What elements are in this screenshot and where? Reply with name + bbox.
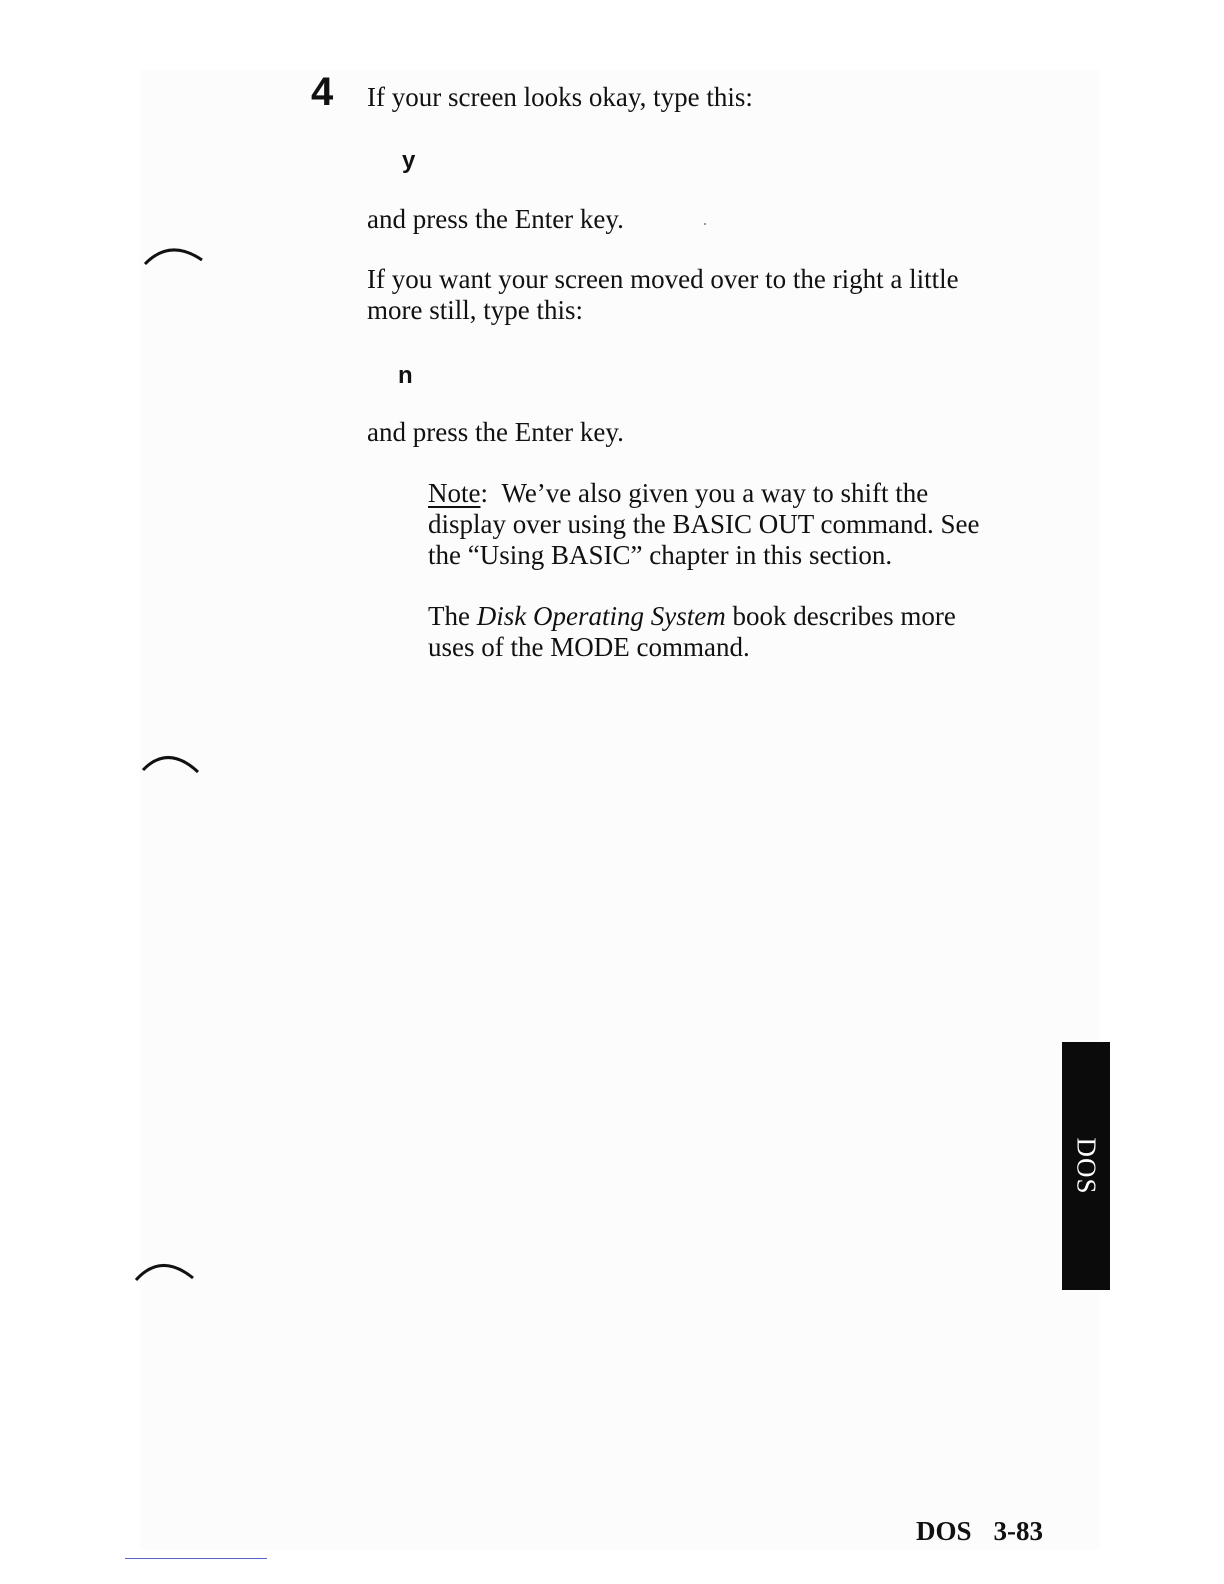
scan-artifact-line <box>125 1558 267 1559</box>
step-intro-text: If your screen looks okay, type this: <box>367 82 753 112</box>
binder-hole-icon <box>140 748 204 778</box>
command-y: y <box>402 147 416 174</box>
note-text-1: We’ve also given you a way to shift the <box>501 478 929 508</box>
footer-page-number: 3-83 <box>993 1516 1044 1546</box>
binder-hole-icon <box>133 1254 197 1284</box>
command-n: n <box>398 362 413 389</box>
note-colon: : <box>480 478 488 508</box>
reference-text-1: book describes more <box>725 601 956 631</box>
scan-speck <box>704 223 706 225</box>
reference-prefix: The <box>428 601 477 631</box>
section-tab-label: DOS <box>1071 1137 1102 1195</box>
reference-line-2: uses of the MODE command. <box>428 632 750 662</box>
binder-hole-icon <box>142 240 206 270</box>
alternative-instruction-line-1: If you want your screen moved over to the right a little <box>367 264 959 294</box>
reference-line-1 <box>428 601 956 632</box>
book-title: Disk Operating System <box>476 601 726 631</box>
note-line-2: display over using the BASIC OUT command. See <box>428 509 980 539</box>
footer-section: DOS <box>916 1516 972 1546</box>
section-tab <box>1062 1042 1110 1290</box>
enter-instruction-1: and press the Enter key. <box>367 204 624 234</box>
alternative-instruction-line-2: more still, type this: <box>367 295 583 325</box>
page-footer <box>916 1515 1043 1547</box>
enter-instruction-2: and press the Enter key. <box>367 417 624 447</box>
note-line-3: the “Using BASIC” chapter in this section. <box>428 540 893 570</box>
note-label: Note <box>428 478 481 508</box>
note-line-1 <box>428 478 928 509</box>
step-number: 4 <box>311 70 334 114</box>
